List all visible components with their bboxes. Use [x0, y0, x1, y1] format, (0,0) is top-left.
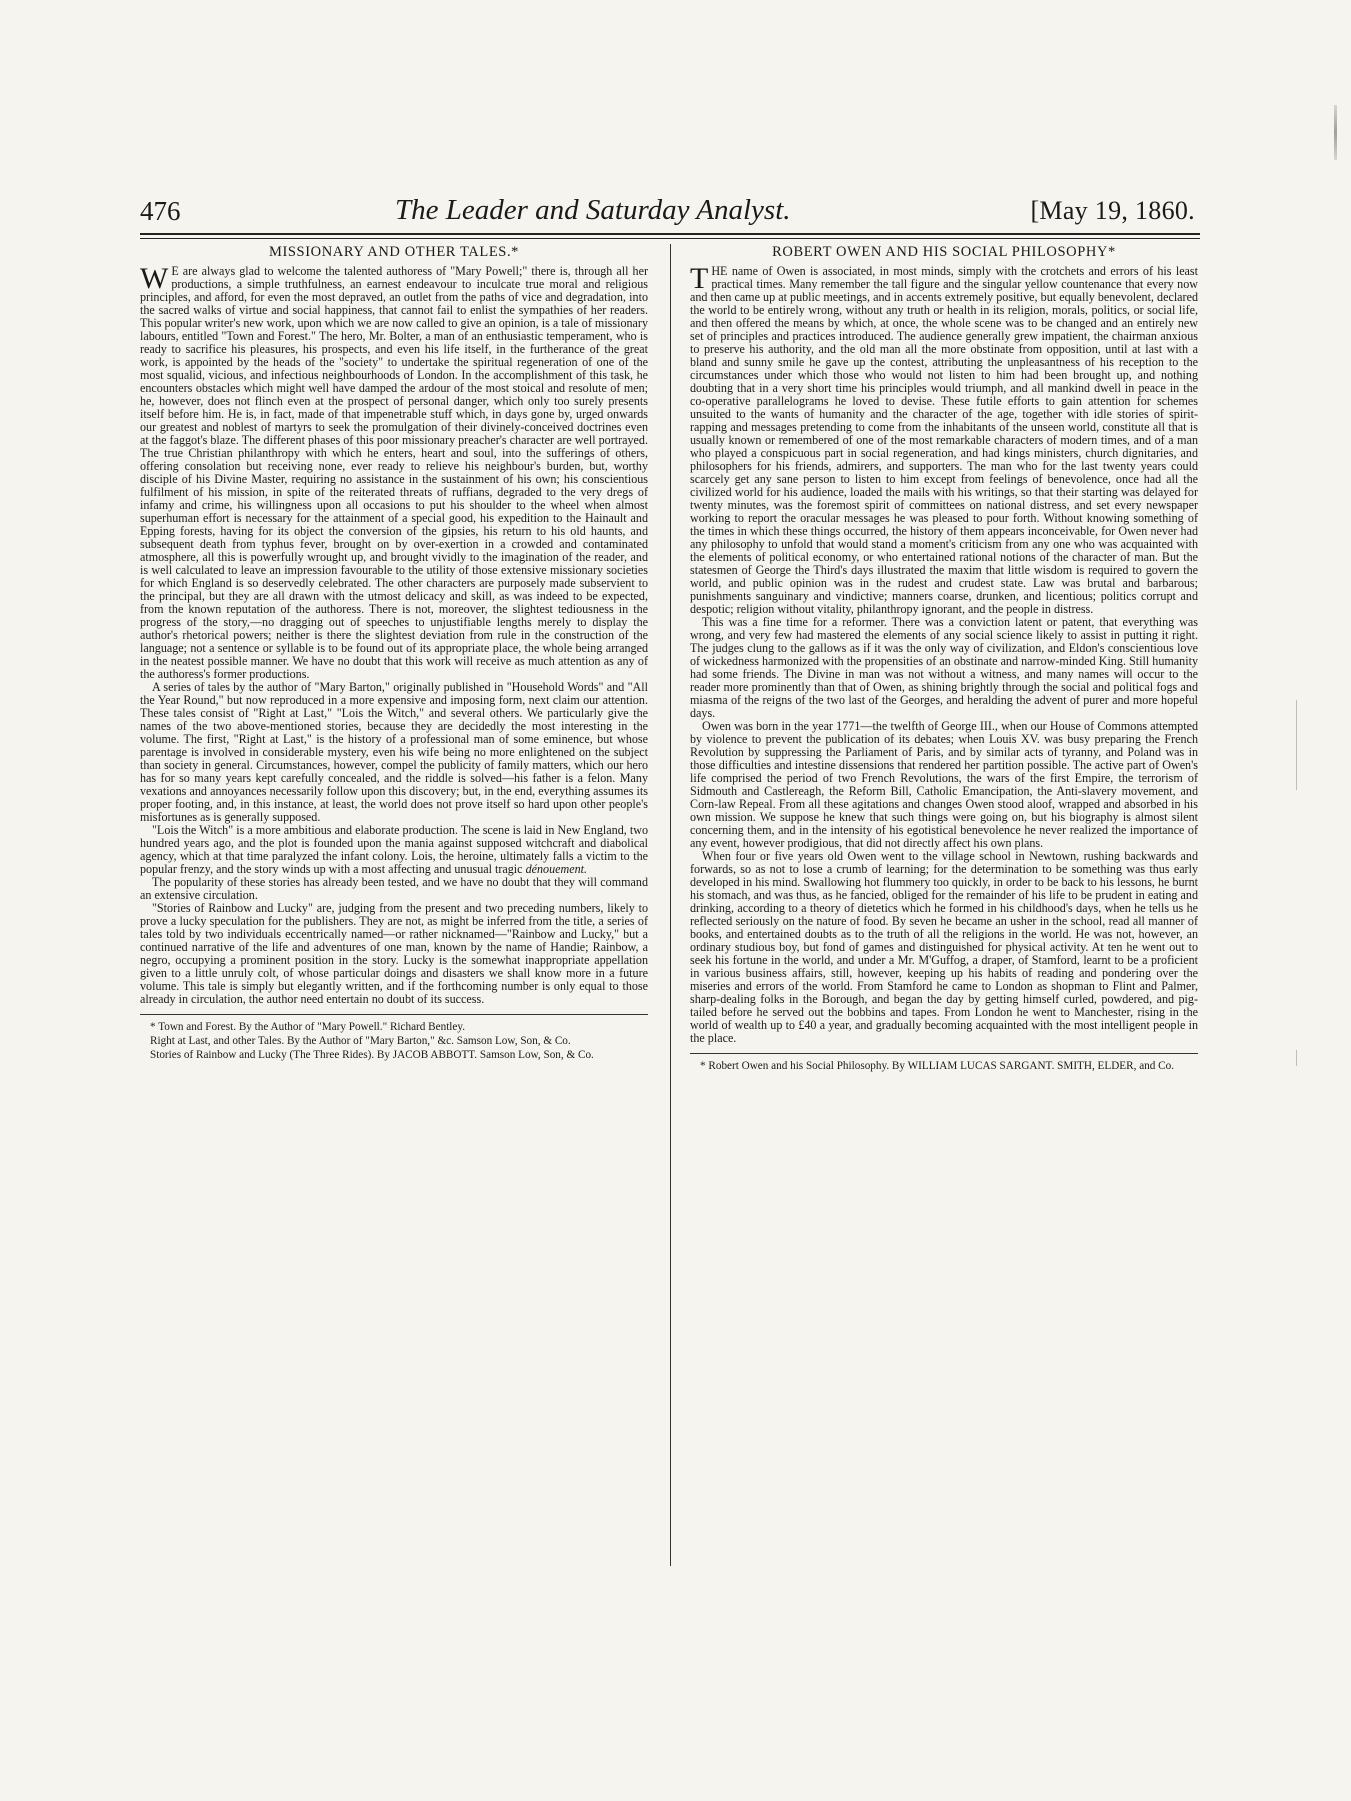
header-rule: [140, 233, 1200, 239]
footnote: * Robert Owen and his Social Philosophy. By WILLIAM LUCAS SARGANT. SMITH, ELDER, and Co.: [700, 1060, 1174, 1072]
edge-mark: [1296, 1050, 1297, 1066]
article-paragraph: Owen was born in the year 1771—the twelfth of George III., when our House of Commons attempted by violence to prevent the publication of its debates; when Louis XV. was busy preparing the French Revolution by suppressing the Parliament of Paris, and by similar acts of tyranny, and Poland was in those difficulties and intestine dissensions that rendered her partition possible. The active part of Owen's life comprised the period of two French Revolutions, the wars of the first Empire, the terrorism of Sidmouth and Castlereagh, the Reform Bill, Catholic Emancipation, the Anti-slavery movement, and Corn-law Repeal. From all these agitations and changes Owen stood aloof, wrapped and absorbed in his own mission. We suppose he knew that such things were going on, but his biography is almost silent concerning them, and in the intensity of his egotistical benevolence he never realized the importance of any event, however prodigious, that did not directly affect his own plans.: [690, 719, 1198, 850]
article-missionary-tales: [140, 246, 648, 1062]
edge-mark: [1296, 700, 1297, 790]
article-paragraph: The popularity of these stories has already been tested, and we have no doubt that they will command an extensive circulation.: [140, 875, 648, 902]
footnote: Right at Last, and other Tales. By the Author of "Mary Barton," &c. Samson Low, Son, & Co.: [150, 1034, 571, 1047]
column-divider: [670, 244, 671, 1566]
footnote: * Town and Forest. By the Author of "Mary Powell." Richard Bentley.: [150, 1021, 466, 1033]
binding-mark: [1334, 105, 1337, 160]
article-paragraph: A series of tales by the author of "Mary Barton," originally published in "Household Words" and "All the Year Round," but now reproduced in a more expensive and imposing form, next claim our attention. These tales consist of "Right at Last," "Lois the Witch," and several others. We particularly give the names of the two above-mentioned stories, because they are decidedly the most interesting in the volume. The first, "Right at Last," is the history of a professional man of some eminence, but whose parentage is involved in considerable mystery, even his wife being no more enlightened on the subject than society in general. Circumstances, however, compel the publicity of family matters, which our hero has for so many years kept carefully concealed, and the riddle is solved—his father is a felon. Many vexations and annoyances necessarily follow upon this discovery; but, in the end, everything assumes its proper footing, and, in this instance, at least, the world does not prove itself so hard upon other people's misfortunes as is generally supposed.: [140, 680, 648, 824]
drop-cap: T: [690, 262, 709, 295]
article-robert-owen: [690, 246, 1198, 1074]
article-paragraph: This was a fine time for a reformer. There was a conviction latent or patent, that everything was wrong, and very few had mastered the elements of any social science likely to assist in putting it right. The judges clung to the gallows as if it was the only way of civilization, and Eldon's conscientious love of wickedness harmonized with the propensities of an obstinate and narrow-minded King. Still humanity had some friends. The Divine in man was not without a witness, and many names will occur to the reader more prominently than that of Owen, as shining brightly through the social and political fogs and miasma of the reigns of the two last of the Georges, and heralding the advent of purer and more hopeful days.: [690, 615, 1198, 720]
article-paragraph: W E are always glad to welcome the talented authoress of "Mary Powell;" there is, through all her productions, a simple truthfulness, an earnest endeavour to inculcate true moral and religious principles, and afford, for even the most depraved, an outlet from the paths of vice and degradation, into the sacred walks of virtue and social happiness, that cannot fail to enlist the sympathies of her readers. This popular writer's new work, upon which we are now called to give an opinion, is a tale of missionary labours, entitled "Town and Forest." The hero, Mr. Bolter, a man of an enthusiastic temperament, who is ready to sacrifice his pleasures, his prospects, and even his life itself, in the furtherance of the great work, is appointed by the heads of the "society" to undertake the spiritual regeneration of one of the most squalid, vicious, and infectious neighbourhoods of London. In the accomplishment of this task, he encounters obstacles which might well have damped the ardour of the most stoical and resolute of men; he, however, does not flinch even at the prospect of personal danger, which only too surely presents itself before him. He is, in fact, made of that impenetrable stuff which, in days gone by, urged onwards our greatest and noblest of martyrs to seek the promulgation of their divinely-conceived doctrines even at the faggot's blaze. The different phases of this poor missionary preacher's character are well portrayed. The true Christian philanthropy with which he enters, heart and soul, into the sufferings of others, offering consolation but receiving none, ever ready to relieve his neighbour's burden, but, worthy disciple of his Divine Master, requiring no assistance in the sustainment of his own; his conscientious fulfilment of his mission, in spite of the reiterated threats of ruffians, degraded to the very dregs of infamy and crime, his willingness upon all occasions to put his shoulder to the wheel when almost superhuman effort is necessary for the attainment of a special good, his expedition to the Hainault and Epping forests, having for its object the conversion of the gipsies, his return to his old haunts, and subsequent death from typhus fever, brought on by over-exertion in a crowded and contaminated atmosphere, all this is powerfully wrought up, and brought vividly to the imagination of the reader, and is well calculated to leave an impression favourable to the utility of those extensive missionary societies for which England is so deservedly celebrated. The other characters are purposely made subservient to the principal, but they are all drawn with the utmost delicacy and skill, as was indeed to be expected, from the known reputation of the authoress. There is not, moreover, the slightest tediousness in the progress of the story,—no dragging out of speeches to unjustifiable lengths merely to display the author's rhetorical powers; neither is there the slightest deviation from rule in the construction of the language; not a sentence or syllable is to be found out of its appropriate place, the whole being arranged in the neatest possible manner. We have no doubt that this work will receive as much attention as any of the authoress's former productions.: [140, 262, 648, 681]
publication-title: The Leader and Saturday Analyst.: [395, 194, 791, 226]
article-paragraph: "Stories of Rainbow and Lucky" are, judging from the present and two preceding numbers, likely to prove a lucky speculation for the publishers. They are not, as might be inferred from the title, a series of tales told by two individuals eccentrically named—or rather nicknamed—"Rainbow and Lucky," but a continued narrative of the life and adventures of one man, known by the name of Handie; Rainbow, a negro, occupying a prominent position in the story. Lucky is the somewhat inappropriate appellation given to a little unruly colt, of whose particular doings and disasters we shall know more in a future volume. This tale is simply but elegantly written, and if the forthcoming number is only equal to those already in circulation, the author need entertain no doubt of its success.: [140, 901, 648, 1006]
footnote-rule: [140, 1014, 648, 1015]
article-paragraph: THE name of Owen is associated, in most minds, simply with the crotchets and errors of his least practical times. Many remember the tall figure and the singular yellow countenance that every now and then came up at public meetings, and in accents extremely positive, but equally benevolent, declared the world to be entirely wrong, without any truth or health in its religion, morals, politics, or social life, and then offered the means by which, at once, the whole scene was to be changed and an entirely new set of principles and practices introduced. The audience generally grew impatient, the chairman anxious to preserve his authority, and the old man all the more obstinate from opposition, until at last with a bland and sunny smile he gave up the contest, attributing the unpleasantness of his reception to the circumstances under which those who would not listen to him had been brought up, and nothing doubting that in a very short time his principles would triumph, and all mankind dwell in peace in the co-operative parallelograms he loved to devise. These futile efforts to gain attention for schemes unsuited to the wants of humanity and the character of the age, together with idle stories of spirit-rapping and messages pretending to come from the inhabitants of the unseen world, constitute all that is usually known or remembered of one of the most remarkable characters of modern times, and of a man who played a conspicuous part in social regeneration, and had kings ministers, church dignitaries, and philosophers for his friends, admirers, and supporters. The man who for the last twenty years could scarcely get any sane person to listen to him except from feelings of benevolence, once had all the civilized world for his audience, loaded the mails with his writings, so that their starting was delayed for twenty minutes, was the foremost spirit of committees on national distress, and set every newspaper working to report the oracular messages he was pleased to pour forth. Without knowing something of the times in which these things occurred, the history of them appears inconceivable, for Owen never had any philosophy to unfold that would stand a moment's criticism from any one who was acquainted with the elements of political economy, or who entertained rational notions of the character of man. But the statesmen of George the Third's days illustrated the maxim that little wisdom is required to govern the world, and public opinion was in the rudest and crudest state. Law was brutal and barbarous; punishments sanguinary and vindictive; manners coarse, drunken, and licentious; politics corrupt and despotic; religion without vitality, philanthropy ignorant, and the people in distress.: [690, 262, 1198, 616]
article-title: MISSIONARY AND OTHER TALES.*: [268, 244, 520, 260]
italic-word: dénouement.: [525, 862, 588, 876]
drop-cap: W: [140, 262, 169, 295]
footnote: Stories of Rainbow and Lucky (The Three Rides). By JACOB ABBOTT. Samson Low, Son, & Co.: [150, 1048, 594, 1061]
article-title: ROBERT OWEN AND HIS SOCIAL PHILOSOPHY*: [772, 244, 1116, 260]
page-number: 476: [140, 196, 181, 226]
issue-date: [May 19, 1860.: [1030, 196, 1195, 225]
article-paragraph: When four or five years old Owen went to the village school in Newtown, rushing backwards and forwards, so as not to lose a crumb of learning; for the determination to be something was thus early developed in his mind. Swallowing hot flummery too quickly, in order to be back to his lessons, he burnt his stomach, and was thus, as he fancied, obliged for the remainder of his life to be prudent in eating and drinking, according to a theory of dietetics which he formed in his childhood's days, when he tells us he reflected seriously on the nature of food. By seven he became an usher in the school, read all manner of books, and entertained doubts as to the truth of all the religions in the world. He was not, however, an ordinary studious boy, but fond of games and distinguished for physical activity. At ten he went out to seek his fortune in the world, and under a Mr. M'Guffog, a draper, of Stamford, learnt to be a proficient in various business affairs, still, however, keeping up his habits of reading and pondering over the miseries and errors of the world. From Stamford he came to London as shopman to Flint and Palmer, sharp-dealing folks in the Borough, and began the day by getting himself curled, powdered, and pig-tailed before he served out the bobbins and tapes. From London he went to Manchester, rising in the world of wealth up to £40 a year, and gradually becoming acquainted with the most intelligent people in the place.: [690, 849, 1198, 1045]
article-paragraph: "Lois the Witch" is a more ambitious and elaborate production. The scene is laid in New England, two hundred years ago, and the plot is founded upon the mania against supposed witchcraft and diabolical agency, which at that time paralyzed the infant colony. Lois, the heroine, ultimately falls a victim to the popular frenzy, and the story winds up with a most affecting and unusual tragic dénouement.: [140, 823, 648, 876]
page-header: [140, 196, 1195, 230]
footnote-rule: [690, 1053, 1198, 1054]
